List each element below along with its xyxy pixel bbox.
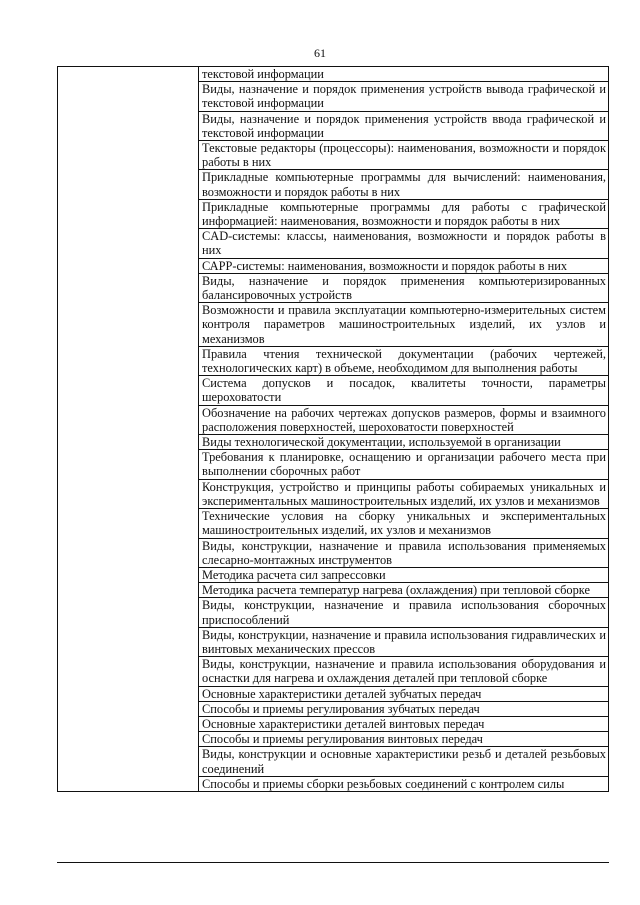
knowledge-item-cell: Система допусков и посадок, квалитеты точности, параметры шероховатости bbox=[199, 376, 609, 405]
knowledge-item-cell: CAD-системы: классы, наименования, возможности и порядок работы в них bbox=[199, 229, 609, 258]
knowledge-item-cell: Способы и приемы регулирования зубчатых передач bbox=[199, 701, 609, 716]
knowledge-item-cell: Методика расчета сил запрессовки bbox=[199, 567, 609, 582]
knowledge-item-cell: Виды, назначение и порядок применения устройств ввода графической и текстовой информации bbox=[199, 111, 609, 140]
knowledge-item-cell: Основные характеристики деталей винтовых передач bbox=[199, 716, 609, 731]
knowledge-item-cell: Требования к планировке, оснащению и организации рабочего места при выполнении сборочных работ bbox=[199, 450, 609, 479]
knowledge-item-cell: Технические условия на сборку уникальных и экспериментальных машиностроительных изделий, их узлов и механизмов bbox=[199, 509, 609, 538]
knowledge-item-cell: Возможности и правила эксплуатации компьютерно-измерительных систем контроля параметров машиностроительных изделий, их узлов и механизмов bbox=[199, 303, 609, 347]
knowledge-item-cell: Виды, конструкции, назначение и правила использования гидравлических и винтовых механических прессов bbox=[199, 627, 609, 656]
knowledge-item-cell: Виды, конструкции и основные характеристики резьб и деталей резьбовых соединений bbox=[199, 747, 609, 776]
knowledge-item-cell: Виды технологической документации, используемой в организации bbox=[199, 435, 609, 450]
knowledge-item-cell: Основные характеристики деталей зубчатых передач bbox=[199, 686, 609, 701]
knowledge-item-cell: Прикладные компьютерные программы для вычислений: наименования, возможности и порядок работы в них bbox=[199, 170, 609, 199]
table-body bbox=[58, 67, 609, 792]
knowledge-item-cell: Обозначение на рабочих чертежах допусков размеров, формы и взаимного расположения поверхностей, шероховатости поверхностей bbox=[199, 405, 609, 434]
knowledge-item-cell: Методика расчета температур нагрева (охлаждения) при тепловой сборке bbox=[199, 583, 609, 598]
knowledge-item-cell: Виды, назначение и порядок применения устройств вывода графической и текстовой информации bbox=[199, 82, 609, 111]
table-row bbox=[58, 67, 609, 82]
page-number: 61 bbox=[314, 46, 326, 60]
knowledge-item-cell: Виды, конструкции, назначение и правила использования сборочных приспособлений bbox=[199, 598, 609, 627]
knowledge-item-cell: Виды, конструкции, назначение и правила использования оборудования и оснастки для нагрева и охлаждения деталей при тепловой сборке bbox=[199, 657, 609, 686]
knowledge-item-cell: Текстовые редакторы (процессоры): наименования, возможности и порядок работы в них bbox=[199, 141, 609, 170]
empty-left-column-cell bbox=[58, 67, 199, 792]
knowledge-item-cell: Виды, назначение и порядок применения компьютеризированных балансировочных устройств bbox=[199, 273, 609, 302]
knowledge-item-cell: Конструкция, устройство и принципы работы собираемых уникальных и экспериментальных машиностроительных изделий, их узлов и механизмов bbox=[199, 479, 609, 508]
knowledge-item-cell: Прикладные компьютерные программы для работы с графической информацией: наименования, возможности и порядок работы в них bbox=[199, 199, 609, 228]
knowledge-item-cell: Виды, конструкции, назначение и правила использования применяемых слесарно-монтажных инструментов bbox=[199, 538, 609, 567]
knowledge-item-cell: текстовой информации bbox=[199, 67, 609, 82]
knowledge-item-cell: Способы и приемы регулирования винтовых передач bbox=[199, 732, 609, 747]
table-bottom-rule bbox=[57, 862, 609, 863]
knowledge-item-cell: САРР-системы: наименования, возможности и порядок работы в них bbox=[199, 258, 609, 273]
knowledge-item-cell: Способы и приемы сборки резьбовых соединений с контролем силы bbox=[199, 776, 609, 791]
requirements-table bbox=[57, 66, 609, 792]
knowledge-item-cell: Правила чтения технической документации (рабочих чертежей, технологических карт) в объеме, необходимом для выполнения работы bbox=[199, 346, 609, 375]
